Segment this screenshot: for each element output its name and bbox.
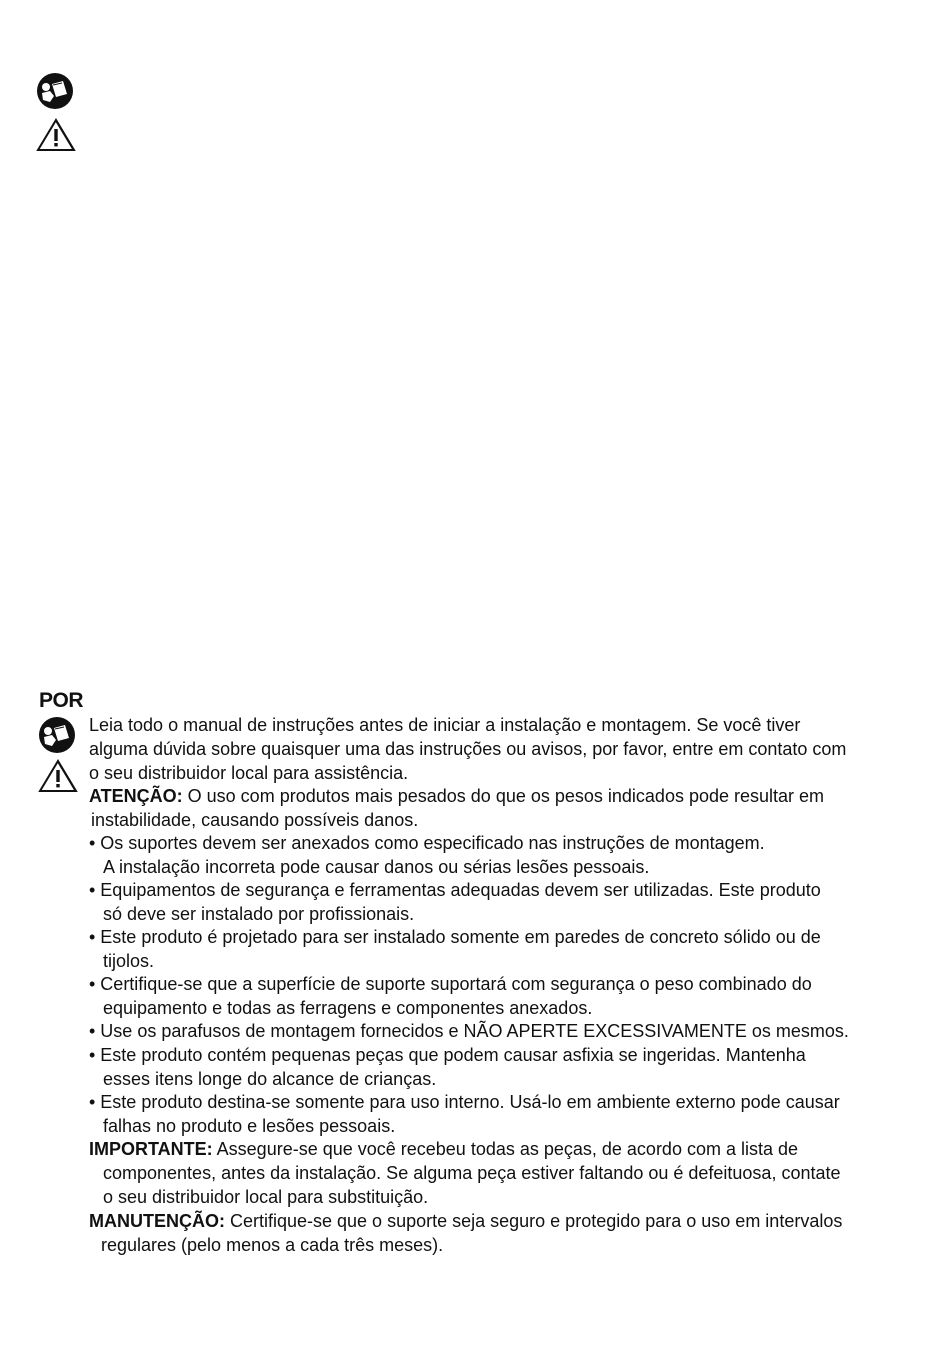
maintenance-text: Certifique-se que o suporte seja seguro e protegido para o uso em intervalos [224, 1211, 843, 1231]
attention-text: O uso com produtos mais pesados do que os pesos indicados pode resultar em [182, 786, 825, 806]
maintenance-line-1 [89, 1210, 914, 1234]
bullet-6-line-1: • Este produto contém pequenas peças que podem causar asfixia se ingeridas. Mantenha [89, 1045, 806, 1065]
language-code: POR [39, 689, 84, 712]
attention-line-1 [89, 785, 914, 809]
bullet-7-line-1: • Este produto destina-se somente para uso interno. Usá-lo em ambiente externo pode causar [89, 1092, 840, 1112]
maintenance-line-2: regulares (pelo menos a cada três meses). [101, 1235, 444, 1255]
bullet-2-line-2: só deve ser instalado por profissionais. [103, 904, 415, 924]
read-manual-icon [36, 72, 74, 110]
warning-triangle-icon [36, 118, 76, 152]
intro-line-2: alguma dúvida sobre quaisquer uma das instruções ou avisos, por favor, entre em contato com [89, 739, 847, 759]
attention-label: ATENÇÃO: [89, 786, 183, 806]
bullet-6-line-2: esses itens longe do alcance de crianças. [103, 1069, 437, 1089]
bullet-5-line-1: • Use os parafusos de montagem fornecidos e NÃO APERTE EXCESSIVAMENTE os mesmos. [89, 1021, 849, 1041]
bullet-4-line-2: equipamento e todas as ferragens e componentes anexados. [103, 998, 593, 1018]
bullet-4-line-1: • Certifique-se que a superfície de suporte suportará com segurança o peso combinado do [89, 974, 812, 994]
attention-line-2: instabilidade, causando possíveis danos. [91, 810, 419, 830]
bullet-2-line-1: • Equipamentos de segurança e ferramentas adequadas devem ser utilizadas. Este produto [89, 880, 821, 900]
bullet-1-line-1: • Os suportes devem ser anexados como especificado nas instruções de montagem. [89, 833, 765, 853]
warning-triangle-icon [38, 759, 78, 793]
important-line-1 [89, 1138, 914, 1162]
bullet-3-line-2: tijolos. [103, 951, 155, 971]
bullet-3-line-1: • Este produto é projetado para ser instalado somente em paredes de concreto sólido ou de [89, 927, 821, 947]
important-line-2: componentes, antes da instalação. Se alguma peça estiver faltando ou é defeituosa, contate [103, 1163, 841, 1183]
intro-line-1: Leia todo o manual de instruções antes de iniciar a instalação e montagem. Se você tiver [89, 715, 801, 735]
bullet-1-line-2: A instalação incorreta pode causar danos ou sérias lesões pessoais. [103, 857, 650, 877]
read-manual-icon [38, 716, 76, 754]
important-label: IMPORTANTE: [89, 1139, 213, 1159]
intro-line-3: o seu distribuidor local para assistência. [89, 763, 409, 783]
important-text: Assegure-se que você recebeu todas as peças, de acordo com a lista de [212, 1139, 799, 1159]
bullet-7-line-2: falhas no produto e lesões pessoais. [103, 1116, 396, 1136]
maintenance-label: MANUTENÇÃO: [89, 1211, 225, 1231]
important-line-3: o seu distribuidor local para substituição. [103, 1187, 429, 1207]
